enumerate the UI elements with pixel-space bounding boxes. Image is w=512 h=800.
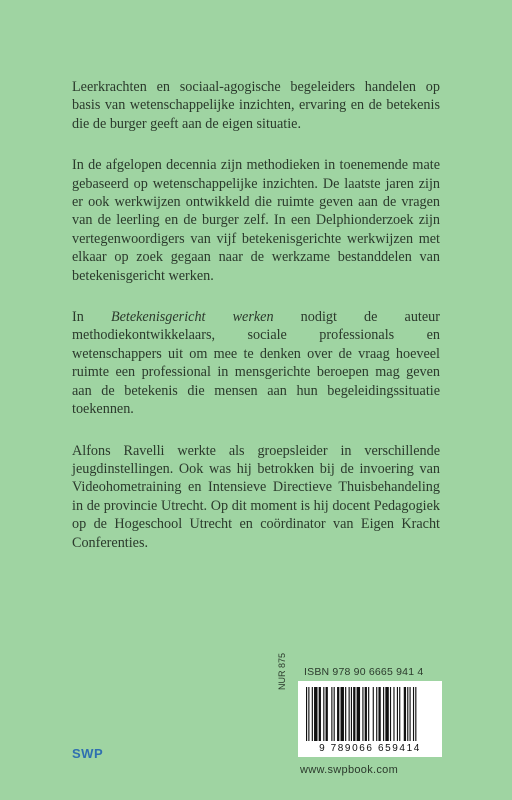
paragraph-invitation [72,308,440,418]
barcode-bar [349,687,350,741]
barcode-bar [404,687,406,741]
barcode-bar [341,687,344,741]
barcode-bar [385,687,388,741]
barcode-bar [314,687,317,741]
barcode-bar [383,687,384,741]
barcode-bar [319,687,321,741]
barcode-bar [312,687,313,741]
barcode-bar [334,687,335,741]
barcode-bar [407,687,408,741]
paragraph-intro: Leerkrachten en sociaal-agogische begeleiders handelen op basis van wetenschappelijke inzichten, ervaring en de betekenis die de burger geeft aan de eigen situatie. [72,79,440,132]
barcode-bar [410,687,411,741]
barcode-bar [399,687,400,741]
barcode [298,681,442,757]
book-title-italic: Betekenisgericht werken [110,309,274,326]
paragraph-invitation-prefix: In [72,309,111,326]
nur-label: NUR 875 [277,652,287,690]
barcode-bar [362,687,363,741]
barcode-bar [326,687,328,741]
barcode-bar [323,687,324,741]
barcode-bar [353,687,355,741]
barcode-bar [397,687,398,741]
barcode-bar [345,687,346,741]
paragraph-methods: In de afgelopen decennia zijn methodieken in toenemende mate gebaseerd op wetenschappelijke inzichten. De laatste jaren zijn er ook werkwijzen ontwikkeld die ruimte geven aan de vragen van de leerling en de burger zelf. In een Delphionderzoek zijn vertegenwoordigers van vijf betekenisgerichte werkwijzen met elkaar op zoek gegaan naar de werkzame bestanddelen van betekenisgericht werken. [72,157,440,284]
barcode-bar [337,687,339,741]
barcode-bar [393,687,394,741]
publisher-logo: SWP [72,746,104,761]
barcode-digits: 9 789066 659414 [319,743,421,754]
barcode-bar [331,687,332,741]
barcode-bar [308,687,309,741]
publisher-website: www.swpbook.com [300,764,399,776]
paragraph-author-bio: Alfons Ravelli werkte als groepsleider in verschillende jeugdinstellingen. Ook was hij betrokken bij de invoering van Videohometraining en Intensieve Directieve Thuisbehandeling in de provincie Utrecht. Op dit moment is hij docent Pedagogiek op de Hogeschool Utrecht en coördinator van Eigen Kracht Conferenties. [72,442,440,551]
barcode-bar [306,687,307,741]
barcode-bar [390,687,391,741]
barcode-bars [304,687,436,743]
barcode-bar [413,687,414,741]
barcode-bar [376,687,377,741]
barcode-bar [365,687,367,741]
barcode-bar [368,687,369,741]
isbn-label: ISBN 978 90 6665 941 4 [304,666,424,678]
barcode-bar [373,687,374,741]
back-cover-text [72,78,440,575]
barcode-bar [378,687,380,741]
barcode-bar [357,687,360,741]
paragraph-invitation-rest: nodigt de auteur methodiekontwikkelaars, sociale professionals en wetenschappers uit om mee te denken over de vraag hoeveel ruimte een professional in mensgerichte beroepen mag geven aan de betekenis die mensen aan hun begeleidingssituatie toekennen. [72,309,440,418]
barcode-bar [351,687,352,741]
barcode-bar [415,687,416,741]
